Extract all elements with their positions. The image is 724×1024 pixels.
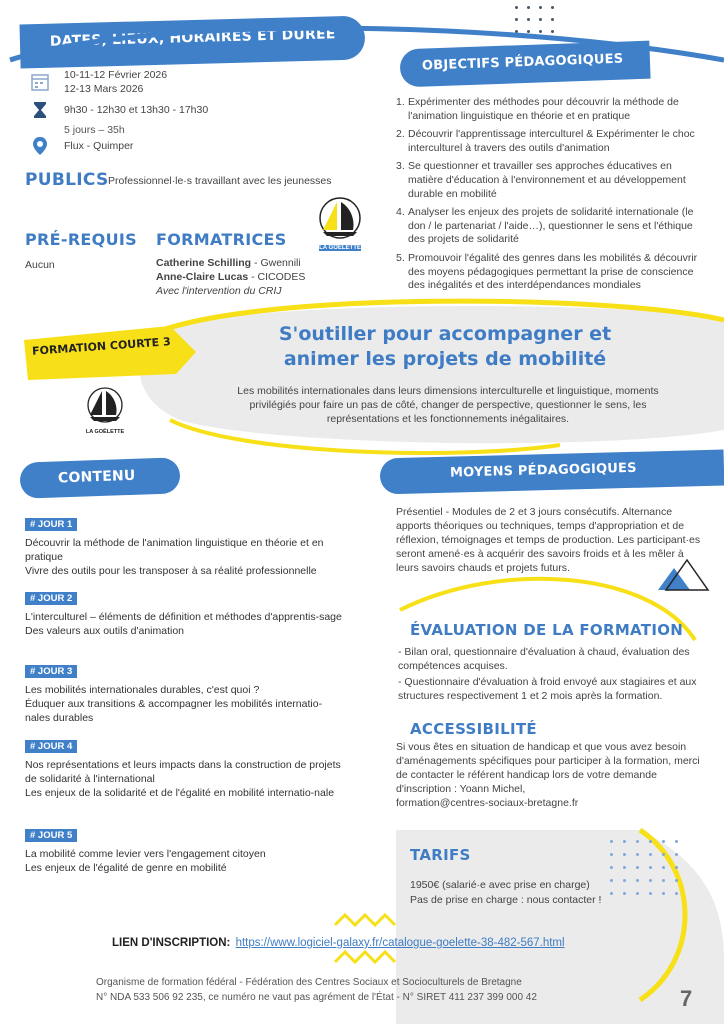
day-line: Éduquer aux transitions & accompagner les mobilités internatio-nales durables xyxy=(25,698,323,724)
day-line: Vivre des outils pour les transposer à sa réalité professionnelle xyxy=(25,565,317,577)
day-badge: # JOUR 1 xyxy=(25,518,77,531)
info-hours xyxy=(30,100,208,120)
dates-line-1: 10-11-12 Février 2026 xyxy=(64,69,168,81)
accessibilite-email[interactable]: formation@centres-sociaux-bretagne.fr xyxy=(396,797,579,809)
day-badge: # JOUR 5 xyxy=(25,829,77,842)
goelette-logo-top xyxy=(315,196,365,250)
formation-title xyxy=(210,322,680,372)
day-line: Les mobilités internationales durables, c'est quoi ? xyxy=(25,684,260,696)
trainer-3: Avec l'intervention du CRIJ xyxy=(156,285,282,297)
day-line: Les enjeux de l'égalité de genre en mobilité xyxy=(25,862,227,874)
formation-title-line-1: S'outiller pour accompagner et xyxy=(278,323,612,345)
tarifs-text xyxy=(410,878,601,908)
day-badge: # JOUR 2 xyxy=(25,592,77,605)
objectives-title: OBJECTIFS PÉDAGOGIQUES xyxy=(421,51,624,74)
tarif-line-1: 1950€ (salarié·e avec prise en charge) xyxy=(410,879,590,891)
tarifs-title: TARIFS xyxy=(410,846,471,864)
day-4 xyxy=(25,736,345,800)
goelette-logo-text: LA GOËLETTE xyxy=(85,429,125,435)
objective-item: 1. Expérimenter des méthodes pour découvrir la méthode de l'animation linguistique en théorie et en pratique xyxy=(396,96,679,122)
inscription-label: LIEN D'INSCRIPTION: xyxy=(112,937,231,949)
moyens-text: Présentiel - Modules de 2 et 3 jours consécutifs. Alternance apports théoriques ou techniques, temps d'appropriation et de réflexion, témoignages et temps de production. Les participant·es seront amené·es à acquérir des savoirs froids et à les mêler à leurs savoirs chauds et projets futurs. xyxy=(396,506,701,574)
objectives-list xyxy=(396,96,708,298)
day-line: Les enjeux de la solidarité et de l'égalité en mobilité internatio-nale xyxy=(25,787,335,799)
day-line: L'interculturel – éléments de définition et méthodes d'apprentis-sage xyxy=(25,611,342,623)
contenu-ribbon xyxy=(19,457,180,499)
objective-item: 3. Se questionner et travailler ses approches éducatives en matière d'éducation à l'environnement et au développement durable en mobilité xyxy=(396,160,686,200)
trainer-1: Catherine Schilling - Gwennili xyxy=(156,257,301,269)
info-place xyxy=(30,136,133,156)
publics-text: Professionnel·le·s travaillant avec les jeunesses xyxy=(108,175,332,187)
trainers-title: FORMATRICES xyxy=(156,230,287,249)
objective-item: 2. Découvrir l'apprentissage interculturel & Expérimenter le choc interculturel à travers des outils d'animation xyxy=(396,128,695,154)
sailboat-icon xyxy=(315,196,365,240)
day-3 xyxy=(25,661,345,725)
day-2 xyxy=(25,588,345,638)
place-text: Flux - Quimper xyxy=(64,140,134,152)
formation-description: Les mobilités internationales dans leurs dimensions interculturelle et linguistique, moments privilégiés pour faire un pas de côté, changer de perspective, questionner le sens, les représentations et les fonctionnements inégalitaires. xyxy=(237,385,659,425)
evaluation-list xyxy=(398,645,708,703)
dates-line-2: 12-13 Mars 2026 xyxy=(64,83,144,95)
hours-text: 9h30 - 12h30 et 13h30 - 17h30 xyxy=(64,104,209,116)
day-1 xyxy=(25,514,345,578)
inscription-link[interactable]: https://www.logiciel-galaxy.fr/catalogue-goelette-38-482-567.html xyxy=(235,937,565,949)
tarif-line-2: Pas de prise en charge : nous contacter ! xyxy=(410,894,602,906)
formation-title-line-2: animer les projets de mobilité xyxy=(283,348,607,370)
evaluation-item: - Bilan oral, questionnaire d'évaluation à chaud, évaluation des compétences acquises. xyxy=(398,646,690,672)
day-line: La mobilité comme levier vers l'engagement citoyen xyxy=(25,848,266,860)
day-line: Des valeurs aux outils d'animation xyxy=(25,625,185,637)
day-line: Nos représentations et leurs impacts dans la construction de projets de solidarité à l'international xyxy=(25,759,341,785)
dates-title: DATES, LIEUX, HORAIRES ET DURÉE xyxy=(49,26,336,50)
objective-item: 4. Analyser les enjeux des projets de solidarité internationale (le don / le partenariat / l'aide…), questionner le sens et l'éthique des projets de solidarité xyxy=(396,206,694,246)
prereq-text: Aucun xyxy=(25,259,55,271)
footer-line-1: Organisme de formation fédéral - Fédération des Centres Sociaux et Socioculturels de Bretagne xyxy=(96,977,522,988)
evaluation-title: ÉVALUATION DE LA FORMATION xyxy=(410,621,684,639)
sailboat-icon xyxy=(82,386,128,424)
dot-grid-bottom xyxy=(610,840,688,895)
objective-item: 5. Promouvoir l'égalité des genres dans les mobilités & découvrir des moyens pédagogiques permettant la prise de conscience des inégalités et des interdépendances mondiales xyxy=(396,251,698,292)
day-5 xyxy=(25,825,345,875)
trainers-list xyxy=(156,256,305,298)
footer-line-2: N° NDA 533 506 92 235, ce numéro ne vaut pas agrément de l'État - N° SIRET 411 237 399 000 42 xyxy=(96,992,537,1003)
formation-badge: FORMATION COURTE 3 xyxy=(31,335,172,358)
goelette-logo-middle xyxy=(82,386,128,434)
publics-title: PUBLICS xyxy=(25,170,109,190)
footer xyxy=(96,975,537,1005)
location-pin-icon xyxy=(30,136,50,156)
day-badge: # JOUR 3 xyxy=(25,665,77,678)
hourglass-icon xyxy=(30,100,50,120)
calendar-icon xyxy=(30,72,50,92)
accessibilite-text: Si vous êtes en situation de handicap et que vous avez besoin d'aménagements spécifiques pour participer à la formation, merci de contacter le référent handicap lors de votre demande d'inscription : Yoann Michel, formation@centres-sociaux-bretagne.fr xyxy=(396,740,708,810)
duration-text: 5 jours – 35h xyxy=(64,124,125,136)
day-line: Découvrir la méthode de l'animation linguistique en théorie et en pratique xyxy=(25,537,324,563)
prereq-title: PRÉ-REQUIS xyxy=(25,230,137,249)
contenu-title: CONTENU xyxy=(57,467,136,487)
inscription xyxy=(112,937,565,949)
page-number: 7 xyxy=(680,986,693,1011)
moyens-title: MOYENS PÉDAGOGIQUES xyxy=(449,460,637,481)
goelette-logo-text: LA GOËLETTE xyxy=(319,245,361,251)
accessibilite-title: ACCESSIBILITÉ xyxy=(410,720,537,738)
day-badge: # JOUR 4 xyxy=(25,740,77,753)
trainer-2: Anne-Claire Lucas - CICODES xyxy=(156,271,306,283)
evaluation-item: - Questionnaire d'évaluation à froid envoyé aux stagiaires et aux structures respectivement 1 et 2 mois après la formation. xyxy=(398,676,697,702)
info-dates xyxy=(30,68,167,96)
